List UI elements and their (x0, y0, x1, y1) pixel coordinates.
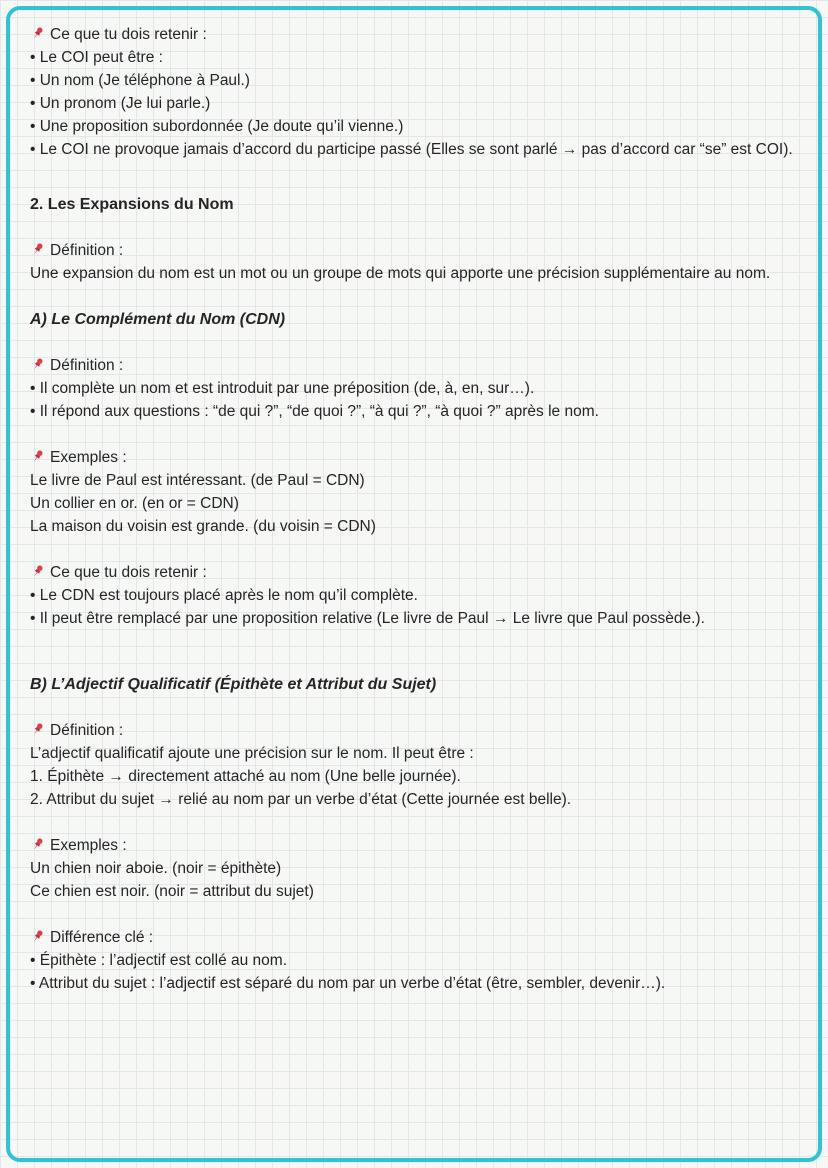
note-group-difference-cle (30, 926, 802, 995)
note-line: Un collier en or. (en or = CDN) (30, 495, 239, 512)
subsection-heading-cdn: A) Le Complément du Nom (CDN) (30, 311, 286, 328)
note-group-adjectif-definition (30, 719, 802, 811)
pin-heading (30, 23, 802, 46)
pushpin-icon (30, 564, 45, 579)
section-heading-expansions: 2. Les Expansions du Nom (30, 196, 234, 213)
bullet-line: • Il peut être remplacé par une proposition relative (Le livre de Paul → Le livre que Paul possède.). (30, 610, 705, 627)
pushpin-icon (30, 242, 45, 257)
bullet-line: • Le COI ne provoque jamais d’accord du participe passé (Elles se sont parlé → pas d’accord car “se” est COI). (30, 141, 793, 158)
pin-heading (30, 926, 802, 949)
bullet-line: • Le COI peut être : (30, 49, 163, 66)
pin-heading (30, 354, 802, 377)
note-group-cdn-definition (30, 354, 802, 423)
bullet-line: • Un nom (Je téléphone à Paul.) (30, 72, 250, 89)
note-line: Un chien noir aboie. (noir = épithète) (30, 860, 282, 877)
note-line: Une expansion du nom est un mot ou un groupe de mots qui apporte une précision supplémentaire au nom. (30, 265, 771, 282)
pin-heading-label: Exemples : (50, 837, 127, 854)
pushpin-icon (30, 26, 45, 41)
bullet-line: • Épithète : l’adjectif est collé au nom. (30, 952, 288, 969)
pushpin-icon (30, 449, 45, 464)
pin-heading-label: Définition : (50, 242, 124, 259)
pin-heading-label: Exemples : (50, 449, 127, 466)
pin-heading-label: Définition : (50, 722, 124, 739)
bullet-line: • Le CDN est toujours placé après le nom qu’il complète. (30, 587, 418, 604)
pushpin-icon (30, 929, 45, 944)
pin-heading-label: Ce que tu dois retenir : (50, 26, 207, 43)
note-group-cdn-exemples (30, 446, 802, 538)
bullet-line: • Il complète un nom et est introduit par une préposition (de, à, en, sur…). (30, 380, 535, 397)
note-group-expansion-definition (30, 239, 802, 285)
pushpin-icon (30, 837, 45, 852)
note-line: Le livre de Paul est intéressant. (de Paul = CDN) (30, 472, 365, 489)
note-line: 1. Épithète → directement attaché au nom (Une belle journée). (30, 768, 461, 785)
note-group-coi-retenir (30, 23, 802, 161)
bullet-line: • Un pronom (Je lui parle.) (30, 95, 211, 112)
pin-heading-label: Définition : (50, 357, 124, 374)
pin-heading (30, 719, 802, 742)
pushpin-icon (30, 722, 45, 737)
pin-heading (30, 561, 802, 584)
subsection-heading-adjectif: B) L’Adjectif Qualificatif (Épithète et Attribut du Sujet) (30, 676, 437, 693)
note-group-adjectif-exemples (30, 834, 802, 903)
pin-heading (30, 834, 802, 857)
pin-heading (30, 446, 802, 469)
note-line: La maison du voisin est grande. (du voisin = CDN) (30, 518, 376, 535)
note-group-cdn-retenir (30, 561, 802, 630)
pin-heading-label: Ce que tu dois retenir : (50, 564, 207, 581)
pushpin-icon (30, 357, 45, 372)
bullet-line: • Attribut du sujet : l’adjectif est séparé du nom par un verbe d’état (être, sembler, devenir…). (30, 975, 666, 992)
note-line: L’adjectif qualificatif ajoute une précision sur le nom. Il peut être : (30, 745, 474, 762)
bullet-line: • Une proposition subordonnée (Je doute qu’il vienne.) (30, 118, 404, 135)
pin-heading-label: Différence clé : (50, 929, 154, 946)
pin-heading (30, 239, 802, 262)
note-line: 2. Attribut du sujet → relié au nom par un verbe d’état (Cette journée est belle). (30, 791, 572, 808)
note-line: Ce chien est noir. (noir = attribut du sujet) (30, 883, 314, 900)
bullet-line: • Il répond aux questions : “de qui ?”, “de quoi ?”, “à qui ?”, “à quoi ?” après le nom. (30, 403, 599, 420)
